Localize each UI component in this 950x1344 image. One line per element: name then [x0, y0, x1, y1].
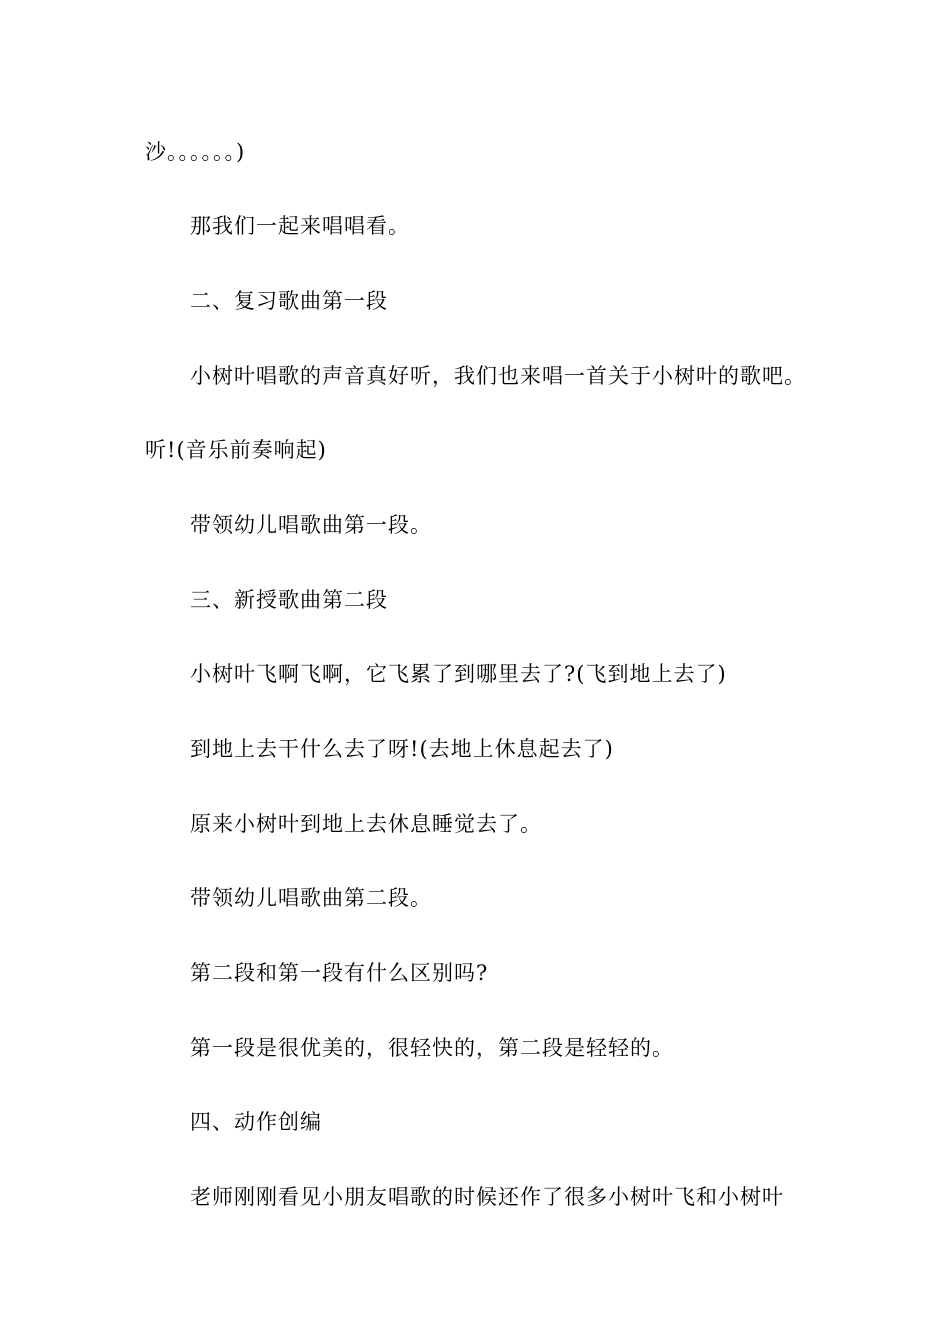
paragraph: 小树叶飞啊飞啊，它飞累了到哪里去了?(飞到地上去了)	[190, 662, 727, 686]
paragraph: 到地上去干什么去了呀!(去地上休息起去了)	[190, 737, 614, 761]
section-heading: 二、复习歌曲第一段	[190, 289, 388, 313]
section-heading: 四、动作创编	[190, 1110, 322, 1134]
paragraph: 老师刚刚看见小朋友唱歌的时候还作了很多小树叶飞和小树叶	[190, 1185, 784, 1209]
paragraph: 原来小树叶到地上去休息睡觉去了。	[190, 812, 542, 836]
section-heading: 三、新授歌曲第二段	[190, 588, 388, 612]
paragraph-continuation: 沙。。。。。。)	[145, 140, 246, 164]
paragraph: 那我们一起来唱唱看。	[190, 214, 410, 238]
paragraph: 小树叶唱歌的声音真好听，我们也来唱一首关于小树叶的歌吧。	[190, 364, 806, 388]
paragraph-continuation: 听!(音乐前奏响起)	[145, 438, 327, 462]
paragraph: 带领幼儿唱歌曲第二段。	[190, 886, 432, 910]
paragraph: 带领幼儿唱歌曲第一段。	[190, 513, 432, 537]
paragraph: 第二段和第一段有什么区别吗?	[190, 961, 489, 985]
paragraph: 第一段是很优美的，很轻快的，第二段是轻轻的。	[190, 1036, 674, 1060]
